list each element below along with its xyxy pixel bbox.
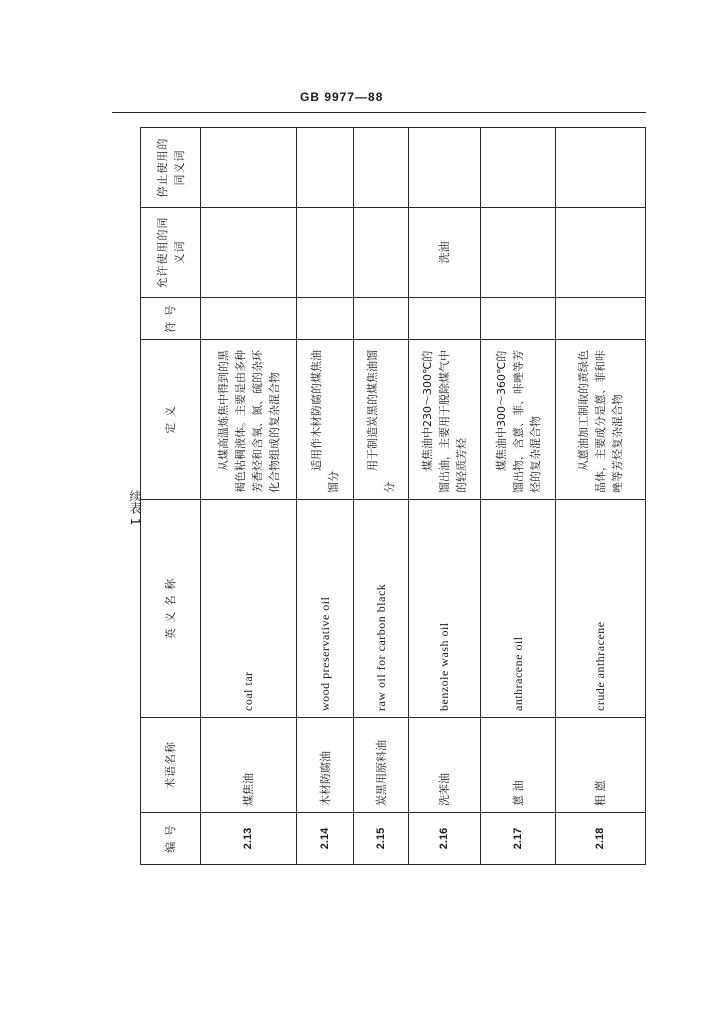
row-term: 洗苯油	[409, 718, 481, 813]
row-symbol	[201, 298, 297, 340]
row-term: 炭黑用原料油	[354, 718, 409, 813]
terms-table	[140, 127, 646, 865]
row-english-name: raw oil for carbon black	[354, 500, 409, 718]
header-number: 编 号	[141, 813, 201, 865]
header-definition: 定 义	[141, 340, 201, 500]
row-definition: 从煤高温炼焦中得到的黑褐色粘稠液体。主要是由多种芳香烃和含氧、氮、硫的杂环化合物组成的复杂混合物	[201, 340, 297, 500]
header-english: 英 义 名 称	[141, 500, 201, 718]
row-allowed-synonym	[481, 208, 556, 298]
row-symbol	[354, 298, 409, 340]
row-number: 2.16	[409, 813, 481, 865]
row-number: 2.18	[556, 813, 646, 865]
table-row	[297, 128, 354, 865]
row-definition: 煤焦油中230～300℃的馏出油，主要用于脱除煤气中的轻质芳烃	[409, 340, 481, 500]
row-english-name: anthracene oil	[481, 500, 556, 718]
row-term: 木材防腐油	[297, 718, 354, 813]
row-allowed-synonym	[556, 208, 646, 298]
continued-table-label: 续表 1	[128, 490, 142, 526]
row-symbol	[481, 298, 556, 340]
row-definition: 用于制造炭黑的煤焦油馏分	[354, 340, 409, 500]
row-definition: 适用作木材防腐的煤焦油馏分	[297, 340, 354, 500]
row-number: 2.15	[354, 813, 409, 865]
row-english-name: crude anthracene	[556, 500, 646, 718]
row-deprecated-synonym	[297, 128, 354, 208]
row-number: 2.17	[481, 813, 556, 865]
header-term: 术语名称	[141, 718, 201, 813]
header-deprecated-synonym: 停止使用的同义词	[141, 128, 201, 208]
row-allowed-synonym	[354, 208, 409, 298]
table-row	[556, 128, 646, 865]
terms-table-frame	[140, 128, 645, 865]
row-symbol	[409, 298, 481, 340]
row-english-name: coal tar	[201, 500, 297, 718]
table-header-row	[141, 128, 201, 865]
row-number: 2.14	[297, 813, 354, 865]
row-deprecated-synonym	[409, 128, 481, 208]
header-symbol: 符 号	[141, 298, 201, 340]
row-deprecated-synonym	[201, 128, 297, 208]
row-symbol	[297, 298, 354, 340]
header-allowed-synonym: 允许使用的同义词	[141, 208, 201, 298]
document-code: GB 9977—88	[300, 90, 384, 104]
row-term: 煤焦油	[201, 718, 297, 813]
row-allowed-synonym: 洗油	[409, 208, 481, 298]
row-allowed-synonym	[201, 208, 297, 298]
row-deprecated-synonym	[556, 128, 646, 208]
row-term: 粗 蒽	[556, 718, 646, 813]
row-number: 2.13	[201, 813, 297, 865]
row-symbol	[556, 298, 646, 340]
table-row	[354, 128, 409, 865]
row-deprecated-synonym	[354, 128, 409, 208]
row-definition: 煤焦油中300～360℃的馏出物，含蒽、菲、咔唑等芳烃的复杂混合物	[481, 340, 556, 500]
table-row	[481, 128, 556, 865]
row-definition: 从蒽油加工制取的黄绿色晶体，主要成分是蒽、菲和咔唑等芳烃复杂混合物	[556, 340, 646, 500]
row-allowed-synonym	[297, 208, 354, 298]
rotated-table-container	[140, 128, 645, 865]
row-term: 蒽 油	[481, 718, 556, 813]
row-english-name: benzole wash oil	[409, 500, 481, 718]
row-english-name: wood preservative oil	[297, 500, 354, 718]
table-row	[201, 128, 297, 865]
table-row	[409, 128, 481, 865]
header-rule	[112, 112, 646, 113]
row-deprecated-synonym	[481, 128, 556, 208]
